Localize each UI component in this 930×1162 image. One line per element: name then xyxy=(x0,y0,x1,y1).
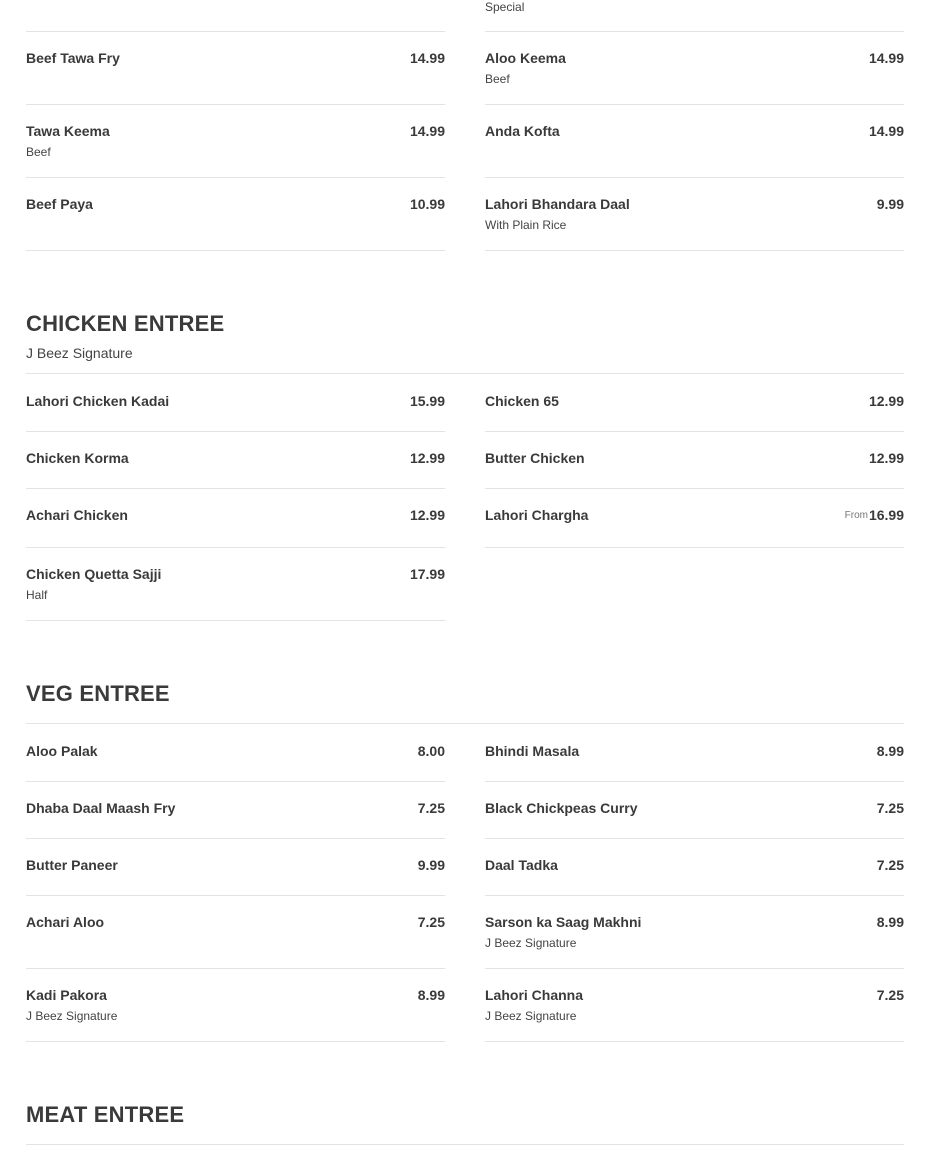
menu-item[interactable] xyxy=(26,857,445,896)
item-name: Tawa Keema xyxy=(26,123,110,139)
item-price: 16.99 xyxy=(868,507,904,523)
item-name: Butter Paneer xyxy=(26,857,118,873)
price-from-label: From xyxy=(844,510,868,521)
section-title: VEG ENTREE xyxy=(26,681,170,706)
item-description: J Beez Signature xyxy=(26,1009,118,1023)
item-price: 7.25 xyxy=(876,987,904,1003)
item-price: 10.99 xyxy=(409,196,445,212)
menu-item[interactable] xyxy=(485,914,904,969)
item-price: 8.99 xyxy=(876,743,904,759)
item-price: 9.99 xyxy=(417,857,445,873)
item-description: Beef xyxy=(485,72,510,86)
item-price: 8.99 xyxy=(417,987,445,1003)
item-name: Butter Chicken xyxy=(485,450,585,466)
item-name: Beef Tawa Fry xyxy=(26,50,120,66)
item-name: Kadi Pakora xyxy=(26,987,107,1003)
item-name: Chicken Korma xyxy=(26,450,129,466)
item-name: Achari Chicken xyxy=(26,507,128,523)
item-price: 15.99 xyxy=(409,393,445,409)
section-title: CHICKEN ENTREE xyxy=(26,311,225,336)
item-name: Beef Paya xyxy=(26,196,93,212)
item-price: 12.99 xyxy=(409,450,445,466)
menu-item[interactable] xyxy=(26,50,445,105)
item-name: Lahori Channa xyxy=(485,987,584,1003)
section-subtitle: J Beez Signature xyxy=(26,345,133,361)
item-price: 14.99 xyxy=(409,50,445,66)
menu-item[interactable] xyxy=(485,987,904,1042)
item-name: Chicken Quetta Sajji xyxy=(26,566,162,582)
item-price: 8.00 xyxy=(417,743,445,759)
item-name: Lahori Chargha xyxy=(485,507,589,523)
menu-item[interactable] xyxy=(485,857,904,896)
menu-item[interactable] xyxy=(485,507,904,548)
item-description: Beef xyxy=(26,145,51,159)
menu-item[interactable] xyxy=(26,123,445,178)
menu-item[interactable] xyxy=(26,0,445,32)
item-price: 7.25 xyxy=(876,857,904,873)
item-name: Lahori Chicken Kadai xyxy=(26,393,170,409)
section-title: MEAT ENTREE xyxy=(26,1102,185,1127)
item-price: 14.99 xyxy=(409,123,445,139)
section-divider xyxy=(26,1144,904,1145)
item-name: Sarson ka Saag Makhni xyxy=(485,914,642,930)
item-description: Half xyxy=(26,588,48,602)
menu-item[interactable] xyxy=(26,566,445,621)
menu-item[interactable] xyxy=(485,50,904,105)
menu-item[interactable] xyxy=(485,0,904,32)
menu-item[interactable] xyxy=(26,450,445,489)
item-price: 12.99 xyxy=(868,393,904,409)
menu-item[interactable] xyxy=(26,743,445,782)
menu-item[interactable] xyxy=(26,987,445,1042)
item-price: 7.25 xyxy=(417,800,445,816)
item-price: 12.99 xyxy=(409,507,445,523)
item-name: Bhindi Masala xyxy=(485,743,580,759)
item-price: 7.25 xyxy=(417,914,445,930)
item-description: With Plain Rice xyxy=(485,218,567,232)
menu-item[interactable] xyxy=(485,800,904,839)
menu-item[interactable] xyxy=(26,196,445,251)
item-price: 14.99 xyxy=(868,50,904,66)
item-description: J Beez Signature xyxy=(485,1009,577,1023)
menu-item[interactable] xyxy=(485,123,904,178)
item-price: 14.99 xyxy=(868,123,904,139)
item-name: Lahori Bhandara Daal xyxy=(485,196,630,212)
item-name: Anda Kofta xyxy=(485,123,560,139)
item-name: Aloo Keema xyxy=(485,50,566,66)
item-name: Daal Tadka xyxy=(485,857,558,873)
menu-item[interactable] xyxy=(26,393,445,432)
menu-item[interactable] xyxy=(485,743,904,782)
item-name: Chicken 65 xyxy=(485,393,559,409)
item-price: 7.25 xyxy=(876,800,904,816)
item-price: 12.99 xyxy=(868,450,904,466)
item-name: Aloo Palak xyxy=(26,743,98,759)
item-price: 8.99 xyxy=(876,914,904,930)
item-name: Dhaba Daal Maash Fry xyxy=(26,800,176,816)
menu-item[interactable] xyxy=(26,800,445,839)
item-price: 17.99 xyxy=(409,566,445,582)
menu-item[interactable] xyxy=(485,393,904,432)
item-name: Black Chickpeas Curry xyxy=(485,800,638,816)
menu-item[interactable] xyxy=(26,507,445,548)
item-description: J Beez Signature xyxy=(485,936,577,950)
item-price: 9.99 xyxy=(876,196,904,212)
section-divider xyxy=(26,373,904,374)
menu-item[interactable] xyxy=(485,450,904,489)
menu-item[interactable] xyxy=(485,196,904,251)
section-divider xyxy=(26,723,904,724)
menu-item[interactable] xyxy=(26,914,445,969)
item-description: Special xyxy=(485,0,525,14)
item-name: Achari Aloo xyxy=(26,914,105,930)
